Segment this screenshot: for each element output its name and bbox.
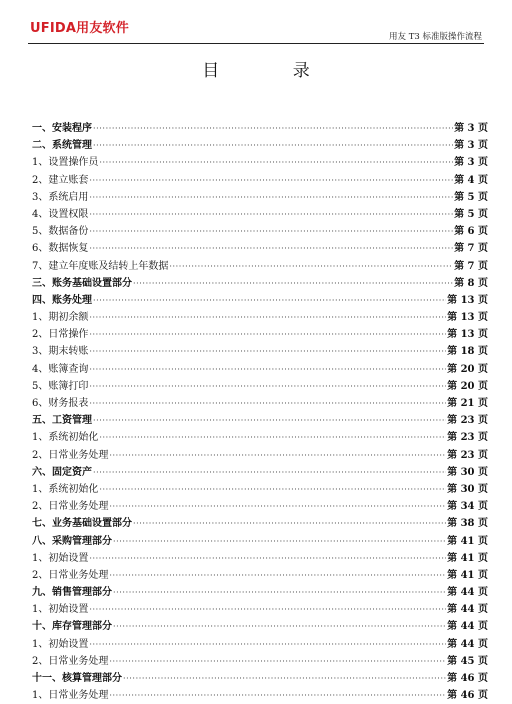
toc-entry — [32, 429, 488, 446]
toc-entry — [32, 618, 488, 635]
toc-entry-label: 十一、核算管理部分 — [32, 673, 122, 684]
toc-entry-page: 第 41 页 — [447, 552, 488, 564]
page-header — [0, 0, 512, 44]
toc-entry-page: 第 4 页 — [454, 174, 488, 186]
toc-leader-dots — [133, 275, 453, 292]
toc-entry-label: 十、库存管理部分 — [32, 621, 112, 633]
toc-entry-label: 6、财务报表 — [32, 398, 89, 409]
toc-entry-page: 第 46 页 — [447, 673, 488, 684]
toc-leader-dots — [89, 223, 453, 240]
toc-leader-dots — [93, 464, 446, 481]
toc-entry — [32, 601, 488, 618]
toc-leader-dots — [99, 481, 446, 498]
toc-entry-label: 五、工资管理 — [32, 415, 92, 427]
toc-entry-label: 1、系统初始化 — [32, 483, 99, 495]
toc-leader-dots — [89, 309, 446, 326]
toc-leader-dots — [89, 378, 446, 395]
toc-entry-label: 六、固定资产 — [32, 466, 92, 478]
toc-entry-label: 2、日常业务处理 — [32, 449, 109, 461]
toc-entry-page: 第 44 页 — [447, 604, 488, 616]
toc-entry-page: 第 34 页 — [447, 501, 488, 513]
toc-entry-label: 2、日常业务处理 — [32, 655, 109, 667]
toc-entry — [32, 481, 488, 498]
toc-leader-dots — [89, 395, 446, 412]
toc-entry-page: 第 23 页 — [447, 415, 488, 427]
toc-entry-label: 3、期末转账 — [32, 346, 89, 358]
toc-entry-page: 第 6 页 — [454, 226, 488, 238]
toc-entry — [32, 412, 488, 429]
toc-entry — [32, 206, 488, 223]
toc-entry-page: 第 30 页 — [447, 466, 488, 478]
toc-entry — [32, 464, 488, 481]
toc-entry-label: 七、业务基础设置部分 — [32, 518, 132, 530]
toc-entry-label: 1、期初余额 — [32, 312, 89, 324]
toc-entry — [32, 275, 488, 292]
toc-leader-dots — [89, 240, 453, 257]
toc-entry — [32, 154, 488, 171]
toc-entry — [32, 670, 488, 687]
toc-leader-dots — [123, 670, 446, 687]
toc-entry — [32, 395, 488, 412]
toc-entry — [32, 240, 488, 257]
toc-entry — [32, 361, 488, 378]
toc-leader-dots — [109, 653, 446, 670]
toc-entry-page: 第 13 页 — [447, 329, 488, 341]
toc-entry-page: 第 5 页 — [454, 208, 488, 220]
toc-entry-page: 第 7 页 — [454, 243, 488, 255]
toc-entry — [32, 223, 488, 240]
toc-leader-dots — [93, 137, 453, 154]
ufida-logo — [30, 22, 129, 36]
header-divider — [28, 43, 484, 44]
toc-entry-page: 第 20 页 — [447, 363, 488, 375]
toc-leader-dots — [89, 206, 453, 223]
toc-entry — [32, 653, 488, 670]
toc-entry-page: 第 44 页 — [447, 638, 488, 650]
toc-entry — [32, 137, 488, 154]
toc-entry-label: 1、初始设置 — [32, 638, 89, 650]
toc-entry-page: 第 44 页 — [447, 587, 488, 599]
toc-leader-dots — [89, 601, 446, 618]
toc-leader-dots — [113, 584, 446, 601]
toc-title: 目 录 — [202, 61, 344, 81]
toc-entry — [32, 515, 488, 532]
toc-entry-label: 八、采购管理部分 — [32, 535, 112, 547]
toc-entry-page: 第 41 页 — [447, 569, 488, 581]
toc-entry — [32, 292, 488, 309]
toc-entry-label: 5、数据备份 — [32, 226, 89, 238]
table-of-contents — [32, 120, 488, 704]
toc-entry — [32, 567, 488, 584]
toc-entry — [32, 584, 488, 601]
toc-leader-dots — [89, 172, 453, 189]
toc-entry-label: 7、建立年度账及结转上年数据 — [32, 260, 169, 272]
toc-entry-page: 第 46 页 — [447, 690, 488, 702]
toc-entry-page: 第 45 页 — [447, 655, 488, 667]
toc-entry-page: 第 38 页 — [447, 518, 488, 530]
toc-entry-page: 第 23 页 — [447, 432, 488, 444]
logo-brand-cn: 用友软件 — [76, 21, 129, 36]
toc-leader-dots — [113, 533, 446, 550]
toc-entry-page: 第 18 页 — [447, 346, 488, 358]
toc-entry-page: 第 5 页 — [454, 191, 488, 203]
toc-entry-label: 1、初始设置 — [32, 604, 89, 616]
toc-entry — [32, 447, 488, 464]
toc-entry-label: 1、日常业务处理 — [32, 690, 109, 702]
toc-leader-dots — [109, 447, 446, 464]
toc-entry-page: 第 41 页 — [447, 535, 488, 547]
toc-entry-page: 第 20 页 — [447, 380, 488, 392]
toc-entry — [32, 172, 488, 189]
toc-entry-page: 第 8 页 — [454, 277, 488, 289]
toc-entry-label: 九、销售管理部分 — [32, 587, 112, 599]
toc-entry-page: 第 13 页 — [447, 312, 488, 324]
toc-entry-label: 1、初始设置 — [32, 552, 89, 564]
toc-entry — [32, 309, 488, 326]
toc-leader-dots — [133, 515, 446, 532]
toc-entry-page: 第 23 页 — [447, 449, 488, 461]
toc-entry — [32, 189, 488, 206]
toc-entry-label: 1、系统初始化 — [32, 432, 99, 444]
toc-leader-dots — [113, 618, 446, 635]
toc-leader-dots — [89, 189, 453, 206]
toc-entry-label: 2、日常操作 — [32, 329, 89, 341]
toc-entry — [32, 533, 488, 550]
toc-leader-dots — [89, 361, 446, 378]
toc-leader-dots — [99, 154, 453, 171]
toc-leader-dots — [89, 550, 446, 567]
toc-entry-label: 四、账务处理 — [32, 294, 92, 306]
toc-leader-dots — [109, 498, 446, 515]
document-title: 用友 T3 标准版操作流程 — [389, 32, 482, 42]
toc-entry — [32, 636, 488, 653]
toc-entry-label: 5、账簿打印 — [32, 380, 89, 392]
toc-entry — [32, 498, 488, 515]
toc-entry-page: 第 30 页 — [447, 483, 488, 495]
logo-brand-en: UFIDA — [30, 21, 77, 36]
toc-entry-label: 4、设置权限 — [32, 208, 89, 220]
toc-entry-label: 一、安装程序 — [32, 123, 92, 134]
toc-leader-dots — [89, 326, 446, 343]
toc-entry-label: 2、建立账套 — [32, 174, 89, 186]
toc-entry-label: 6、数据恢复 — [32, 243, 89, 255]
toc-leader-dots — [93, 120, 453, 137]
toc-leader-dots — [93, 412, 446, 429]
toc-entry — [32, 326, 488, 343]
toc-entry-label: 3、系统启用 — [32, 191, 89, 203]
toc-entry-page: 第 3 页 — [454, 140, 488, 152]
toc-leader-dots — [89, 343, 446, 360]
toc-entry-label: 1、设置操作员 — [32, 157, 99, 169]
toc-entry-label: 2、日常业务处理 — [32, 501, 109, 513]
toc-entry — [32, 550, 488, 567]
toc-entry-page: 第 13 页 — [447, 294, 488, 306]
toc-entry-label: 2、日常业务处理 — [32, 569, 109, 581]
toc-leader-dots — [109, 567, 446, 584]
toc-leader-dots — [169, 258, 453, 275]
toc-entry-page: 第 3 页 — [454, 123, 488, 134]
toc-leader-dots — [93, 292, 446, 309]
toc-entry-label: 二、系统管理 — [32, 140, 92, 152]
toc-entry-page: 第 3 页 — [454, 157, 488, 169]
toc-entry-label: 4、账簿查询 — [32, 363, 89, 375]
toc-entry — [32, 120, 488, 137]
toc-entry — [32, 378, 488, 395]
toc-entry-page: 第 21 页 — [447, 398, 488, 409]
toc-entry-page: 第 7 页 — [454, 260, 488, 272]
toc-leader-dots — [99, 429, 446, 446]
toc-leader-dots — [89, 636, 446, 653]
toc-entry — [32, 343, 488, 360]
toc-entry-label: 三、账务基础设置部分 — [32, 277, 132, 289]
toc-entry-page: 第 44 页 — [447, 621, 488, 633]
toc-entry — [32, 258, 488, 275]
